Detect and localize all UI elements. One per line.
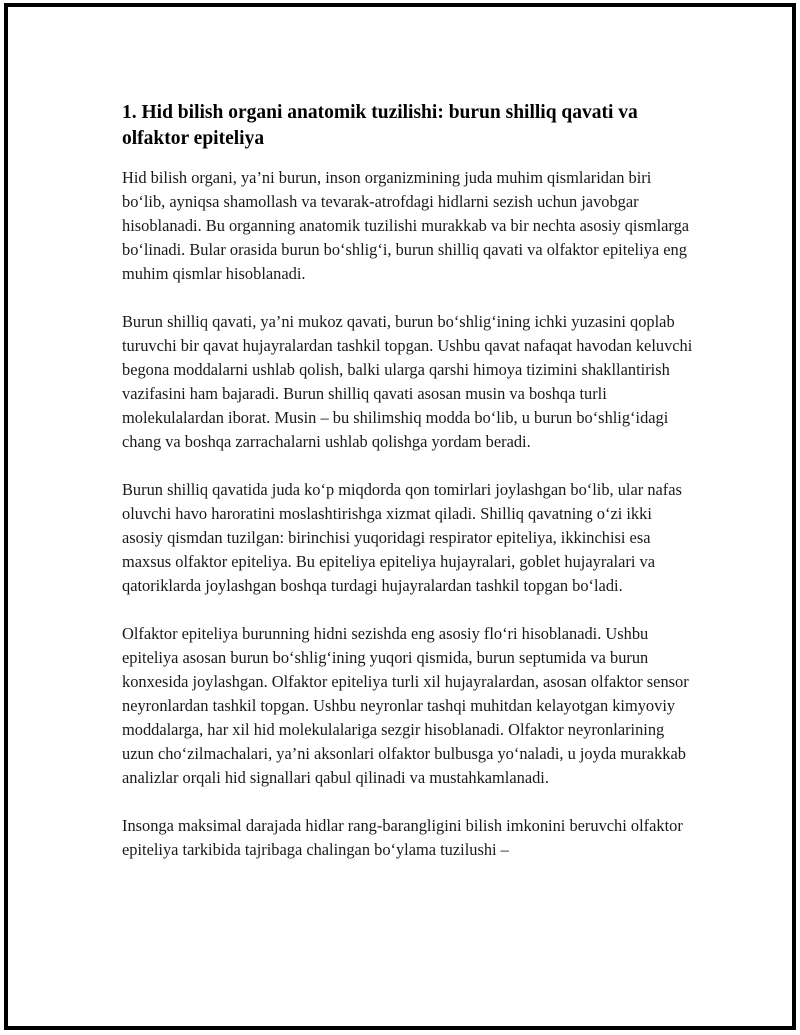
document-page: [4, 3, 796, 1030]
paragraph-1: Hid bilish organi, ya’ni burun, inson organizmining juda muhim qismlaridan biri bo‘lib, ayniqsa shamollash va tevarak-atrofdagi hidlarni sezish uchun javobgar hisoblanadi. Bu organning anatomik tuzilishi murakkab va bir nechta asosiy qismlarga bo‘linadi. Bular orasida burun bo‘shlig‘i, burun shilliq qavati va olfaktor epiteliya eng muhim qismlar hisoblanadi.: [122, 168, 690, 283]
document-body: [122, 100, 694, 886]
paragraph-2: Burun shilliq qavati, ya’ni mukoz qavati, burun bo‘shlig‘ining ichki yuzasini qoplab turuvchi bir qavat hujayralardan tashkil topgan. Ushbu qavat nafaqat havodan keluvchi begona moddalarni ushlab qolish, balki ularga qarshi himoya tizimini shakllantirish vazifasini ham bajaradi. Burun shilliq qavati asosan musin va boshqa turli molekulalardan iborat. Musin – bu shilimshiq modda bo‘lib, u burun bo‘shlig‘idagi chang va boshqa zarrachalarni ushlab qolishga yordam beradi.: [122, 312, 693, 451]
paragraph-4: Olfaktor epiteliya burunning hidni sezishda eng asosiy flo‘ri hisoblanadi. Ushbu epiteliya asosan burun bo‘shlig‘ining yuqori qismida, burun septumida va burun konxesida joylashgan. Olfaktor epiteliya turli xil hujayralardan, asosan olfaktor sensor neyronlardan tashkil topgan. Ushbu neyronlar tashqi muhitdan kelayotgan kimyoviy moddalarga, har xil hid molekulalariga sezgir hisoblanadi. Olfaktor neyronlarining uzun cho‘zilmachalari, ya’ni aksonlari olfaktor bulbusga yo‘naladi, u joyda murakkab analizlar orqali hid signallari qabul qilinadi va mustahkamlanadi.: [122, 624, 689, 787]
section-title: 1. Hid bilish organi anatomik tuzilishi: burun shilliq qavati va olfaktor epiteliya: [122, 102, 638, 149]
paragraph-5: Insonga maksimal darajada hidlar rang-barangligini bilish imkonini beruvchi olfaktor epiteliya tarkibida tajribaga chalingan bo‘ylama tuzilushi –: [122, 816, 683, 859]
paragraph-3: Burun shilliq qavatida juda ko‘p miqdorda qon tomirlari joylashgan bo‘lib, ular nafas oluvchi havo haroratini moslashtirishga xizmat qiladi. Shilliq qavatning o‘zi ikki asosiy qismdan tuzilgan: birinchisi yuqoridagi respirator epiteliya, ikkinchisi esa maxsus olfaktor epiteliya. Bu epiteliya epiteliya hujayralari, goblet hujayralari va qatoriklarda joylashgan boshqa turdagi hujayralardan tashkil topgan bo‘ladi.: [122, 480, 682, 595]
